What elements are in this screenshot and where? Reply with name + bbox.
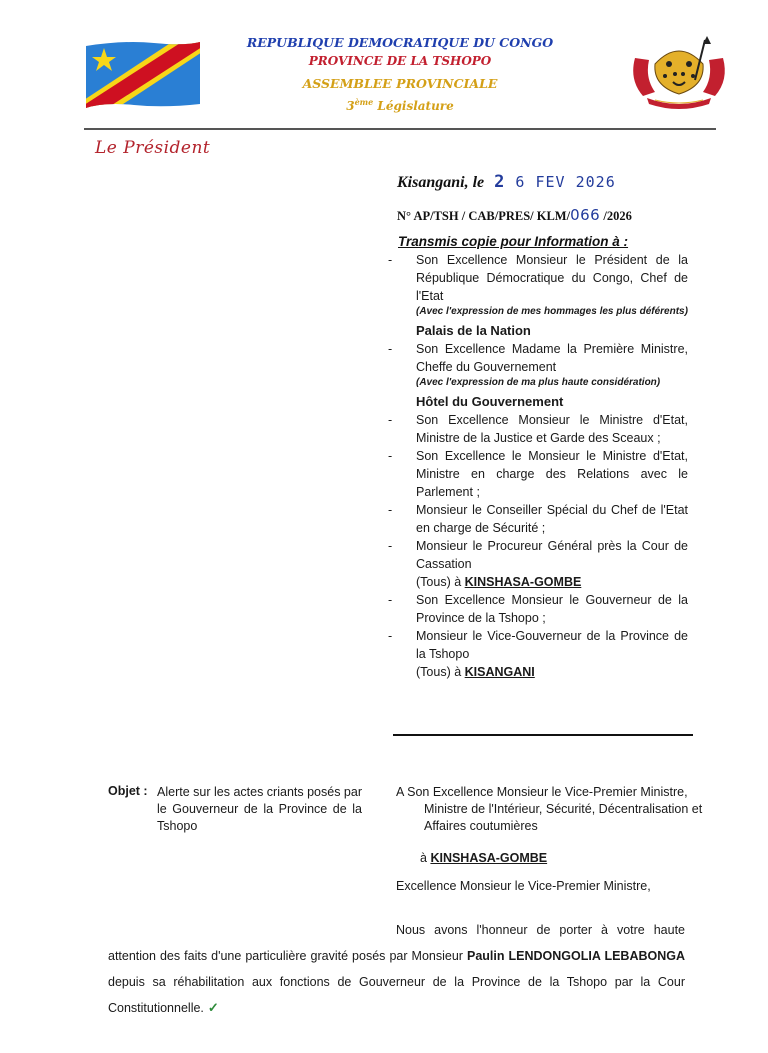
body-paragraph: Nous avons l'honneur de porter à votre haute attention des faits d'une particulière gravité posés par Monsieur Paulin LENDONGOLIA LEBABONGA depuis sa réhabilitation aux fonctions de Gouverneur de la Province de la Tshopo par la Cour Constitutionnelle. ✓ [108, 923, 685, 1015]
list-item: - Son Excellence Monsieur le Gouverneur de la Province de la Tshopo ; [388, 593, 688, 625]
reference-number: N° AP/TSH / CAB/PRES/ KLM/066 /2026 [397, 206, 632, 224]
check-mark-icon: ✓ [207, 1000, 219, 1015]
subject-text: Alerte sur les actes criants posés par le Gouverneur de la Province de la Tshopo [157, 785, 362, 833]
recipient-note: (Avec l'expression de ma plus haute considération) [416, 377, 661, 388]
recipient-group-city: (Tous) à KISANGANI [416, 665, 535, 679]
place-date: Kisangani, le 2 6 FEV 2026 [397, 172, 616, 192]
header-province: PROVINCE DE LA TSHOPO [308, 54, 492, 68]
header-republic: REPUBLIQUE DEMOCRATIQUE DU CONGO [246, 35, 554, 50]
list-item: - Son Excellence Monsieur le Ministre d'Etat, Ministre de la Justice et Garde des Sceaux ; [388, 413, 688, 445]
salutation: Excellence Monsieur le Vice-Premier Ministre, [396, 879, 651, 893]
list-item: - Son Excellence Monsieur le Président de la République Démocratique du Congo, Chef de l'Etat [388, 253, 688, 303]
drc-flag-icon [84, 38, 202, 110]
signature-title: Le Président [95, 138, 211, 158]
addressee-city: à KINSHASA-GOMBE [420, 851, 548, 865]
recipient-location: Palais de la Nation [416, 323, 531, 338]
recipient-divider [393, 734, 693, 736]
header-divider [84, 128, 716, 130]
list-item: - Son Excellence le Monsieur le Ministre d'Etat, Ministre en charge des Relations avec le Parlement ; [388, 449, 688, 499]
tshopo-crest-icon [625, 34, 733, 112]
list-item: - Monsieur le Conseiller Spécial du Chef de l'Etat en charge de Sécurité ; [388, 503, 688, 535]
subject-label: Objet : [108, 784, 148, 798]
recipient-location: Hôtel du Gouvernement [416, 394, 564, 409]
recipient-list [388, 251, 688, 681]
list-item: - Monsieur le Procureur Général près la Cour de Cassation [388, 539, 688, 571]
copy-recipients-title: Transmis copie pour Information à : [398, 234, 629, 249]
date-stamp: 2 6 FEV 2026 [494, 172, 616, 192]
header-assembly: ASSEMBLEE PROVINCIALE [302, 76, 498, 91]
addressee: A Son Excellence Monsieur le Vice-Premier Ministre, Ministre de l'Intérieur, Sécurité, Décentralisation et Affaires coutumières [396, 785, 703, 833]
header-legislature: 3ème Législature [346, 97, 454, 113]
recipient-group-city: (Tous) à KINSHASA-GOMBE [416, 575, 582, 589]
list-item: - Monsieur le Vice-Gouverneur de la Province de la Tshopo [388, 629, 688, 661]
recipient-note: (Avec l'expression de mes hommages les plus déférents) [416, 306, 688, 317]
list-item: - Son Excellence Madame la Première Ministre, Cheffe du Gouvernement [388, 342, 688, 374]
